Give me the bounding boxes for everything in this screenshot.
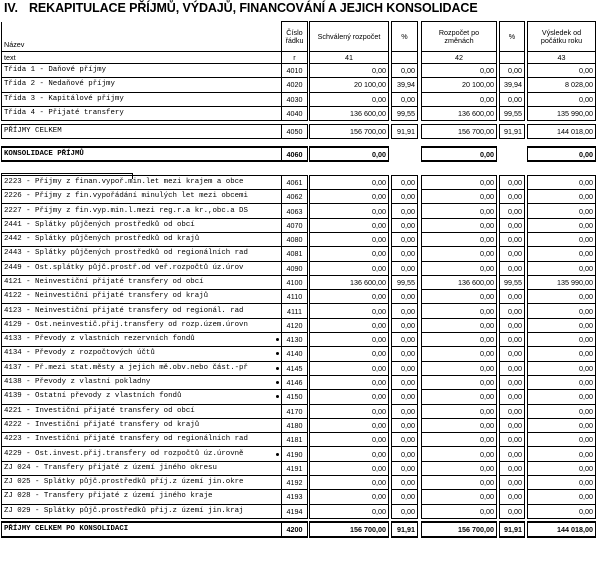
table-row (2, 333, 596, 347)
subheader-text: text (2, 52, 282, 64)
value-after: 136 600,00 (422, 106, 497, 120)
value-result: 0,00 (528, 290, 596, 304)
row-code: 4062 (282, 190, 308, 204)
value-approved: 0,00 (310, 490, 389, 504)
value-result: 0,00 (528, 375, 596, 389)
row-label: 4121 - Neinvestiční přijaté transfery od obcí (2, 275, 282, 289)
value-approved: 0,00 (310, 318, 389, 332)
value-pct1: 0,00 (392, 447, 418, 461)
value-pct2: 0,00 (500, 204, 525, 218)
value-result: 0,00 (528, 190, 596, 204)
row-label: Třída 2 - Nedaňové příjmy (2, 78, 282, 92)
table-row (2, 361, 596, 375)
value-pct1: 0,00 (392, 318, 418, 332)
value-pct1: 0,00 (392, 347, 418, 361)
value-pct1: 0,00 (392, 64, 418, 78)
value-after: 0,00 (422, 304, 497, 318)
value-result: 0,00 (528, 64, 596, 78)
row-label: 2226 - Příjmy z fin.vypořádání minulých let mezi obcemi (2, 190, 282, 204)
value-pct1: 0,00 (392, 390, 418, 404)
value-result: 0,00 (528, 318, 596, 332)
value-approved: 0,00 (310, 433, 389, 447)
value-after: 0,00 (422, 390, 497, 404)
row-code: 4110 (282, 290, 308, 304)
row-code: 4090 (282, 261, 308, 275)
value-approved: 0,00 (310, 64, 389, 78)
section-title (4, 1, 478, 15)
row-label: 4221 - Investiční přijaté transfery od obcí (2, 404, 282, 418)
row-label: Třída 1 - Daňové příjmy (2, 64, 282, 78)
table-row (2, 318, 596, 332)
header-pct1: % (392, 22, 418, 52)
value-approved: 156 700,00 (310, 522, 389, 536)
value-approved: 0,00 (310, 290, 389, 304)
value-approved: 0,00 (310, 504, 389, 518)
table-row (2, 261, 596, 275)
value-pct1: 0,00 (392, 375, 418, 389)
row-code: 4150 (282, 390, 308, 404)
row-label: ZJ 024 - Transfery přijaté z území jiného okresu (2, 461, 282, 475)
row-label: PŘÍJMY CELKEM PO KONSOLIDACI (2, 522, 282, 536)
row-code: 4120 (282, 318, 308, 332)
value-approved: 0,00 (310, 347, 389, 361)
row-spacer (2, 139, 596, 147)
value-pct2: 0,00 (500, 218, 525, 232)
value-after: 156 700,00 (422, 522, 497, 536)
value-approved: 0,00 (310, 375, 389, 389)
value-pct1: 0,00 (392, 490, 418, 504)
value-approved: 0,00 (310, 175, 389, 189)
value-pct2: 0,00 (500, 64, 525, 78)
value-result: 0,00 (528, 204, 596, 218)
value-result: 0,00 (528, 175, 596, 189)
value-pct2: 0,00 (500, 504, 525, 518)
bullet-dot (276, 453, 279, 456)
value-result: 0,00 (528, 404, 596, 418)
subheader-pct2 (500, 52, 525, 64)
row-code: 4191 (282, 461, 308, 475)
value-pct1: 0,00 (392, 218, 418, 232)
value-pct2: 0,00 (500, 476, 525, 490)
row-code: 4020 (282, 78, 308, 92)
section-heading: REKAPITULACE PŘÍJMŮ, VÝDAJŮ, FINANCOVÁNÍ A JEJICH KONSOLIDACE (29, 1, 478, 15)
value-after: 0,00 (422, 404, 497, 418)
value-after: 20 100,00 (422, 78, 497, 92)
value-after: 0,00 (422, 333, 497, 347)
value-result: 0,00 (528, 218, 596, 232)
row-code: 4060 (282, 147, 308, 161)
value-pct2: 0,00 (500, 318, 525, 332)
value-pct1: 0,00 (392, 433, 418, 447)
value-pct2: 0,00 (500, 247, 525, 261)
row-label: 2223 - Příjmy z finan.vypoř.min.let mezi krajem a obce (2, 175, 282, 189)
row-code: 4190 (282, 447, 308, 461)
header-approved: Schválený rozpočet (310, 22, 389, 52)
header-name: Název (2, 22, 282, 52)
value-approved: 20 100,00 (310, 78, 389, 92)
value-after: 0,00 (422, 261, 497, 275)
value-pct2: 0,00 (500, 418, 525, 432)
subheader-42: 42 (422, 52, 497, 64)
row-label: KONSOLIDACE PŘÍJMŮ (2, 147, 282, 161)
row-label: ZJ 029 - Splátky půjč.prostředků přij.z území jin.kraj (2, 504, 282, 518)
value-after: 0,00 (422, 447, 497, 461)
value-after: 0,00 (422, 504, 497, 518)
value-approved: 0,00 (310, 447, 389, 461)
row-code: 4181 (282, 433, 308, 447)
row-code: 4030 (282, 92, 308, 106)
value-pct2: 0,00 (500, 333, 525, 347)
row-label: 2227 - Příjmy z fin.vyp.min.l.mezi reg.r.a kr.,obc.a DS (2, 204, 282, 218)
table-row (2, 390, 596, 404)
value-pct2: 0,00 (500, 290, 525, 304)
value-approved: 0,00 (310, 92, 389, 106)
value-approved: 0,00 (310, 418, 389, 432)
value-pct2: 0,00 (500, 347, 525, 361)
value-after: 0,00 (422, 490, 497, 504)
value-after: 0,00 (422, 290, 497, 304)
value-result: 0,00 (528, 476, 596, 490)
table-fragment-line (1, 173, 133, 179)
row-code: 4061 (282, 175, 308, 189)
total-row (2, 125, 596, 139)
value-pct1: 91,91 (392, 125, 418, 139)
recap-table (1, 21, 596, 538)
row-code: 4070 (282, 218, 308, 232)
value-pct1: 0,00 (392, 232, 418, 246)
value-approved: 0,00 (310, 190, 389, 204)
value-approved: 0,00 (310, 218, 389, 232)
row-code: 4192 (282, 476, 308, 490)
value-pct1: 99,55 (392, 106, 418, 120)
value-after: 0,00 (422, 147, 497, 161)
value-after: 0,00 (422, 433, 497, 447)
table-row (2, 418, 596, 432)
value-approved: 0,00 (310, 232, 389, 246)
value-after: 0,00 (422, 318, 497, 332)
table-row (2, 433, 596, 447)
value-pct1: 0,00 (392, 92, 418, 106)
row-code: 4100 (282, 275, 308, 289)
row-label: 4129 - Ost.neinvestič.přij.transfery od rozp.územ.úrovn (2, 318, 282, 332)
value-pct2: 0,00 (500, 390, 525, 404)
value-approved: 0,00 (310, 333, 389, 347)
header-after: Rozpočet po změnách (422, 22, 497, 52)
value-approved: 0,00 (310, 204, 389, 218)
value-result: 0,00 (528, 347, 596, 361)
table-row (2, 375, 596, 389)
value-approved: 156 700,00 (310, 125, 389, 139)
value-after: 136 600,00 (422, 275, 497, 289)
value-pct1: 0,00 (392, 190, 418, 204)
row-code: 4130 (282, 333, 308, 347)
value-pct2: 0,00 (500, 361, 525, 375)
value-after: 0,00 (422, 204, 497, 218)
value-result: 0,00 (528, 361, 596, 375)
table-row (2, 232, 596, 246)
value-result: 144 018,00 (528, 522, 596, 536)
row-code: 4180 (282, 418, 308, 432)
subheader-pct1 (392, 52, 418, 64)
header-code: Číslo řádku (282, 22, 308, 52)
value-result: 0,00 (528, 304, 596, 318)
value-after: 0,00 (422, 64, 497, 78)
value-result: 0,00 (528, 261, 596, 275)
value-after: 0,00 (422, 461, 497, 475)
total-row (2, 522, 596, 536)
value-result: 0,00 (528, 504, 596, 518)
value-pct2: 0,00 (500, 404, 525, 418)
value-after: 0,00 (422, 218, 497, 232)
value-pct1 (392, 147, 418, 161)
header-pct2: % (500, 22, 525, 52)
value-pct2 (500, 147, 525, 161)
value-approved: 136 600,00 (310, 106, 389, 120)
value-pct1: 0,00 (392, 333, 418, 347)
subheader-43: 43 (528, 52, 596, 64)
value-result: 0,00 (528, 232, 596, 246)
value-approved: 0,00 (310, 247, 389, 261)
value-pct2: 99,55 (500, 275, 525, 289)
bullet-dot (276, 367, 279, 370)
value-after: 0,00 (422, 361, 497, 375)
value-pct1: 0,00 (392, 175, 418, 189)
value-pct2: 99,55 (500, 106, 525, 120)
row-code: 4040 (282, 106, 308, 120)
subheader-41: 41 (310, 52, 389, 64)
value-result: 144 018,00 (528, 125, 596, 139)
value-pct2: 91,91 (500, 522, 525, 536)
value-result: 0,00 (528, 418, 596, 432)
row-code: 4194 (282, 504, 308, 518)
value-pct2: 0,00 (500, 433, 525, 447)
row-code: 4146 (282, 375, 308, 389)
header-row (2, 22, 596, 52)
row-label: 2449 - Ost.splátky půjč.prostř.od veř.rozpočtů úz.úrov (2, 261, 282, 275)
value-approved: 0,00 (310, 461, 389, 475)
value-result: 0,00 (528, 247, 596, 261)
section-number: IV. (4, 1, 18, 15)
table-row (2, 190, 596, 204)
row-code: 4145 (282, 361, 308, 375)
row-label: 4133 - Převody z vlastních rezervních fondů (2, 333, 282, 347)
table-row (2, 404, 596, 418)
value-result: 0,00 (528, 447, 596, 461)
value-pct1: 91,91 (392, 522, 418, 536)
row-code: 4010 (282, 64, 308, 78)
row-label: PŘÍJMY CELKEM (2, 125, 282, 139)
value-pct1: 0,00 (392, 476, 418, 490)
value-approved: 136 600,00 (310, 275, 389, 289)
row-label: 4223 - Investiční přijaté transfery od regionálních rad (2, 433, 282, 447)
value-pct1: 0,00 (392, 404, 418, 418)
value-pct1: 0,00 (392, 504, 418, 518)
row-code: 4080 (282, 232, 308, 246)
row-code: 4193 (282, 490, 308, 504)
value-after: 0,00 (422, 347, 497, 361)
row-label: Třída 3 - Kapitálové příjmy (2, 92, 282, 106)
value-result: 8 028,00 (528, 78, 596, 92)
table-row (2, 275, 596, 289)
value-pct2: 0,00 (500, 261, 525, 275)
table-row (2, 290, 596, 304)
table-row (2, 476, 596, 490)
table-row (2, 218, 596, 232)
value-pct1: 0,00 (392, 261, 418, 275)
value-after: 0,00 (422, 476, 497, 490)
value-after: 0,00 (422, 175, 497, 189)
value-result: 0,00 (528, 92, 596, 106)
value-after: 156 700,00 (422, 125, 497, 139)
subheader-r: r (282, 52, 308, 64)
konsolidace-row (2, 147, 596, 161)
value-pct2: 0,00 (500, 304, 525, 318)
value-approved: 0,00 (310, 304, 389, 318)
value-pct2: 0,00 (500, 490, 525, 504)
bullet-dot (276, 338, 279, 341)
value-after: 0,00 (422, 232, 497, 246)
value-pct1: 0,00 (392, 204, 418, 218)
value-result: 0,00 (528, 433, 596, 447)
bullet-dot (276, 381, 279, 384)
header-result: Výsledek od počátku roku (528, 22, 596, 52)
value-pct2: 91,91 (500, 125, 525, 139)
row-code: 4140 (282, 347, 308, 361)
row-label: 4134 - Převody z rozpočtových účtů (2, 347, 282, 361)
value-pct1: 0,00 (392, 290, 418, 304)
value-result: 135 990,00 (528, 275, 596, 289)
value-result: 135 990,00 (528, 106, 596, 120)
row-label: ZJ 025 - Splátky půjč.prostředků příj.z území jin.okre (2, 476, 282, 490)
table-row (2, 247, 596, 261)
value-after: 0,00 (422, 375, 497, 389)
row-code: 4200 (282, 522, 308, 536)
value-pct1: 0,00 (392, 247, 418, 261)
value-approved: 0,00 (310, 361, 389, 375)
value-pct2: 0,00 (500, 447, 525, 461)
row-label: 2442 - Splátky půjčených prostředků od krajů (2, 232, 282, 246)
row-label: 4122 - Neinvestiční přijaté transfery od krajů (2, 290, 282, 304)
value-after: 0,00 (422, 190, 497, 204)
value-result: 0,00 (528, 490, 596, 504)
value-after: 0,00 (422, 247, 497, 261)
row-code: 4111 (282, 304, 308, 318)
row-code: 4050 (282, 125, 308, 139)
value-pct1: 39,94 (392, 78, 418, 92)
row-label: 2441 - Splátky půjčených prostředků od obcí (2, 218, 282, 232)
value-approved: 0,00 (310, 390, 389, 404)
value-pct2: 0,00 (500, 232, 525, 246)
value-pct1: 0,00 (392, 461, 418, 475)
value-approved: 0,00 (310, 147, 389, 161)
value-pct1: 0,00 (392, 304, 418, 318)
value-pct2: 39,94 (500, 78, 525, 92)
value-pct2: 0,00 (500, 92, 525, 106)
value-pct1: 0,00 (392, 361, 418, 375)
table-row (2, 204, 596, 218)
row-label: 4229 - Ost.invest.přij.transfery od rozpočtů úz.úrovně (2, 447, 282, 461)
value-pct2: 0,00 (500, 190, 525, 204)
table-row (2, 347, 596, 361)
value-result: 0,00 (528, 461, 596, 475)
table-row (2, 504, 596, 518)
table-row (2, 64, 596, 78)
table-row (2, 304, 596, 318)
subheader-row (2, 52, 596, 64)
row-label: 4123 - Neinvestiční přijaté transfery od regionál. rad (2, 304, 282, 318)
value-pct2: 0,00 (500, 375, 525, 389)
table-row (2, 106, 596, 120)
value-pct1: 99,55 (392, 275, 418, 289)
row-label: 4138 - Převody z vlastní pokladny (2, 375, 282, 389)
value-after: 0,00 (422, 418, 497, 432)
bullet-dot (276, 352, 279, 355)
value-result: 0,00 (528, 147, 596, 161)
value-result: 0,00 (528, 333, 596, 347)
row-label: Třída 4 - Přijaté transfery (2, 106, 282, 120)
row-code: 4170 (282, 404, 308, 418)
value-after: 0,00 (422, 92, 497, 106)
value-approved: 0,00 (310, 261, 389, 275)
table-row (2, 490, 596, 504)
row-label: 4222 - Investiční přijaté transfery od krajů (2, 418, 282, 432)
table-row (2, 78, 596, 92)
row-code: 4081 (282, 247, 308, 261)
value-pct1: 0,00 (392, 418, 418, 432)
value-result: 0,00 (528, 390, 596, 404)
value-pct2: 0,00 (500, 175, 525, 189)
table-row (2, 92, 596, 106)
bullet-dot (276, 395, 279, 398)
value-pct2: 0,00 (500, 461, 525, 475)
table-row (2, 447, 596, 461)
row-label: 2443 - Splátky půjčených prostředků od regionálních rad (2, 247, 282, 261)
row-label: 4137 - Př.mezi stat.městy a jejich mě.obv.nebo část.-př (2, 361, 282, 375)
value-approved: 0,00 (310, 404, 389, 418)
value-approved: 0,00 (310, 476, 389, 490)
row-code: 4063 (282, 204, 308, 218)
table-row (2, 461, 596, 475)
row-label: ZJ 028 - Transfery přijaté z území jiného kraje (2, 490, 282, 504)
row-label: 4139 - Ostatní převody z vlastních fondů (2, 390, 282, 404)
